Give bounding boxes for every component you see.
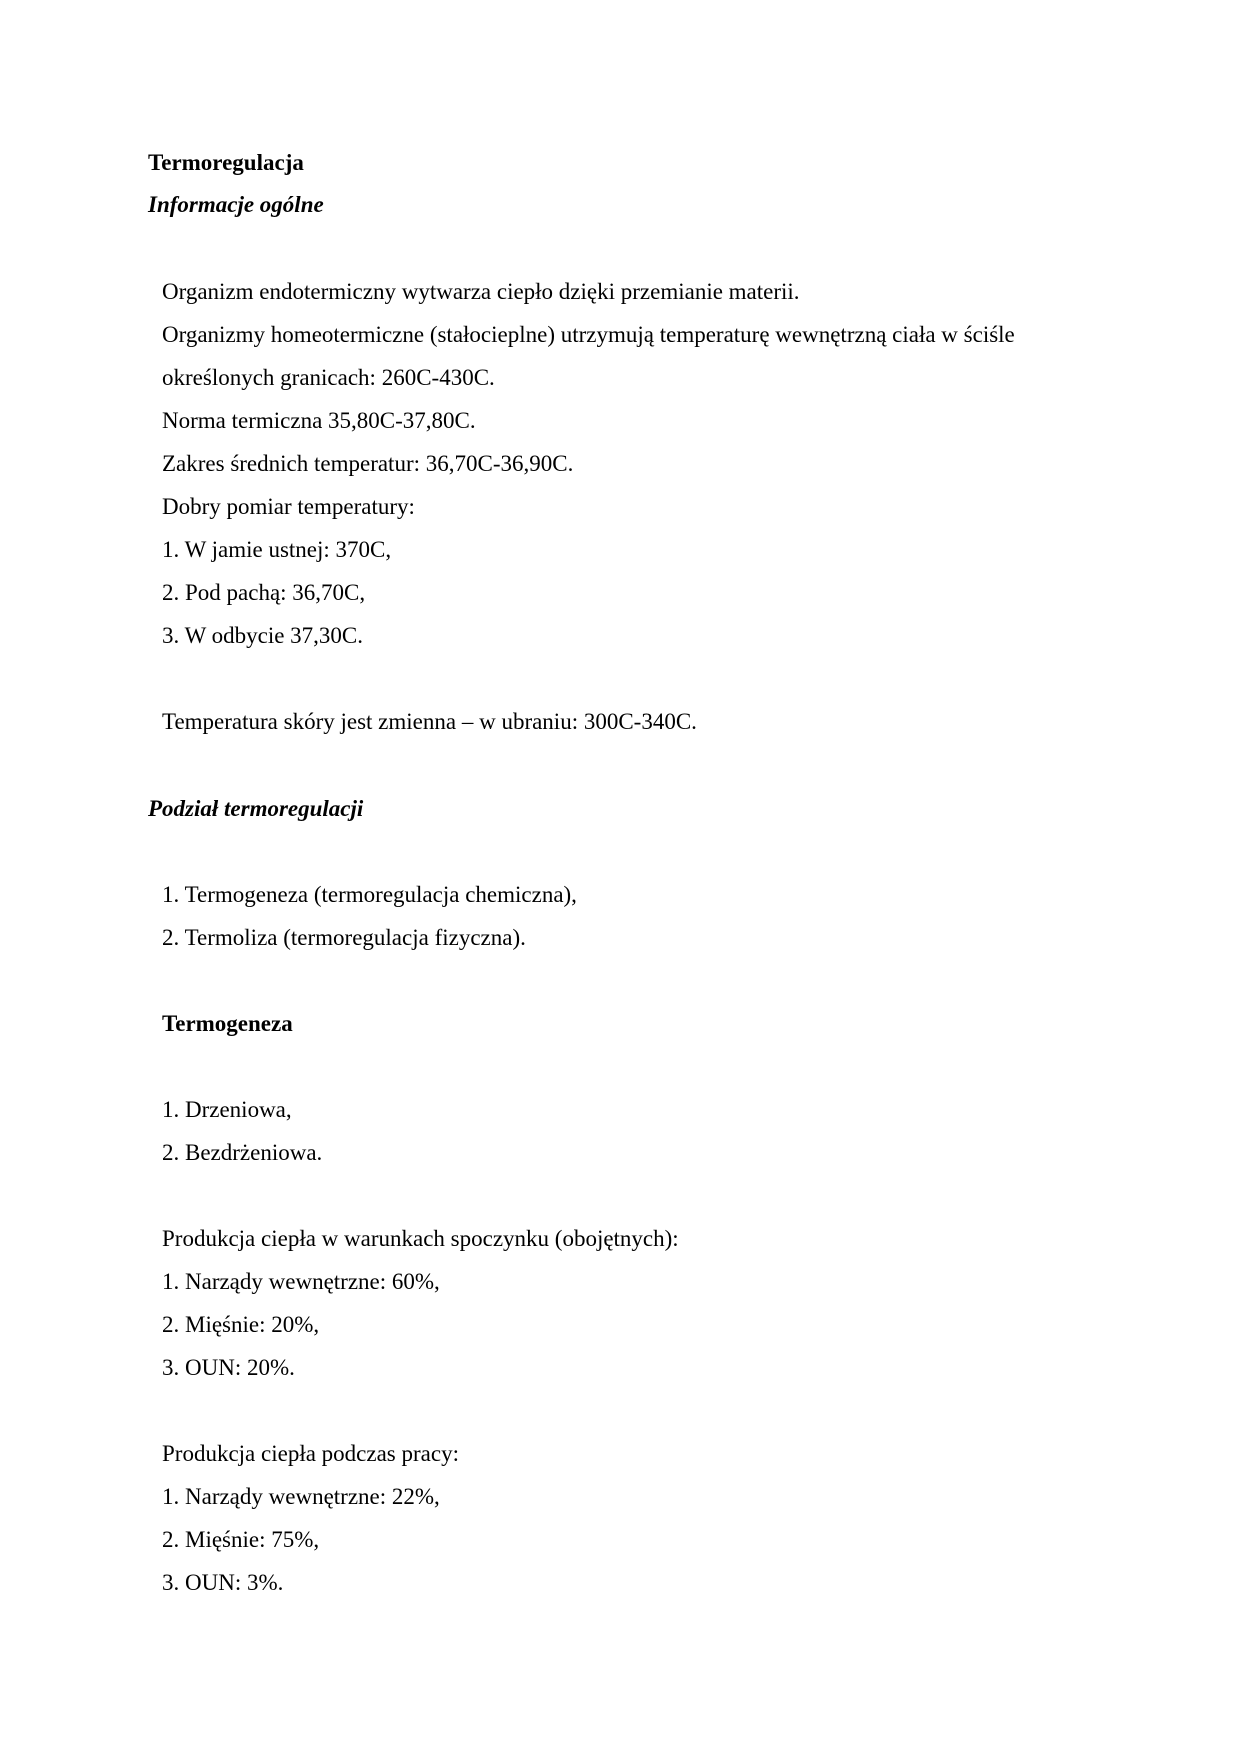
list-item: 1. Narządy wewnętrzne: 60%,: [162, 1269, 440, 1294]
paragraph-line: określonych granicach: 260C-430C.: [162, 365, 495, 390]
list-item: 3. OUN: 3%.: [162, 1570, 284, 1595]
list-item: 3. W odbycie 37,30C.: [162, 623, 364, 648]
list-item: 2. Mięśnie: 20%,: [162, 1312, 320, 1337]
list-item: 2. Bezdrżeniowa.: [162, 1140, 323, 1165]
paragraph-line: Zakres średnich temperatur: 36,70C-36,90C.: [162, 451, 574, 476]
skin-temperature-line: Temperatura skóry jest zmienna – w ubraniu: 300C-340C.: [162, 709, 697, 734]
list-item: 1. Narządy wewnętrzne: 22%,: [162, 1484, 440, 1509]
paragraph-line: Norma termiczna 35,80C-37,80C.: [162, 408, 476, 433]
paragraph-line: Dobry pomiar temperatury:: [162, 494, 415, 519]
list-item: 3. OUN: 20%.: [162, 1355, 295, 1380]
list-item: 1. W jamie ustnej: 370C,: [162, 537, 392, 562]
section-heading-general: Informacje ogólne: [148, 192, 324, 217]
list-item: 1. Termogeneza (termoregulacja chemiczna),: [162, 882, 577, 907]
work-production-heading: Produkcja ciepła podczas pracy:: [162, 1441, 459, 1466]
list-item: 2. Pod pachą: 36,70C,: [162, 580, 366, 605]
list-item: 2. Termoliza (termoregulacja fizyczna).: [162, 925, 526, 950]
list-item: 2. Mięśnie: 75%,: [162, 1527, 320, 1552]
list-item: 1. Drzeniowa,: [162, 1097, 292, 1122]
paragraph-line: Organizmy homeotermiczne (stałocieplne) utrzymują temperaturę wewnętrzną ciała w ściśle: [162, 322, 1015, 347]
paragraph-line: Organizm endotermiczny wytwarza ciepło dzięki przemianie materii.: [162, 279, 800, 304]
section-heading-thermogenesis: Termogeneza: [162, 1011, 293, 1036]
section-heading-division: Podział termoregulacji: [148, 796, 364, 821]
rest-production-heading: Produkcja ciepła w warunkach spoczynku (obojętnych):: [162, 1226, 679, 1251]
page-title: Termoregulacja: [148, 150, 304, 175]
